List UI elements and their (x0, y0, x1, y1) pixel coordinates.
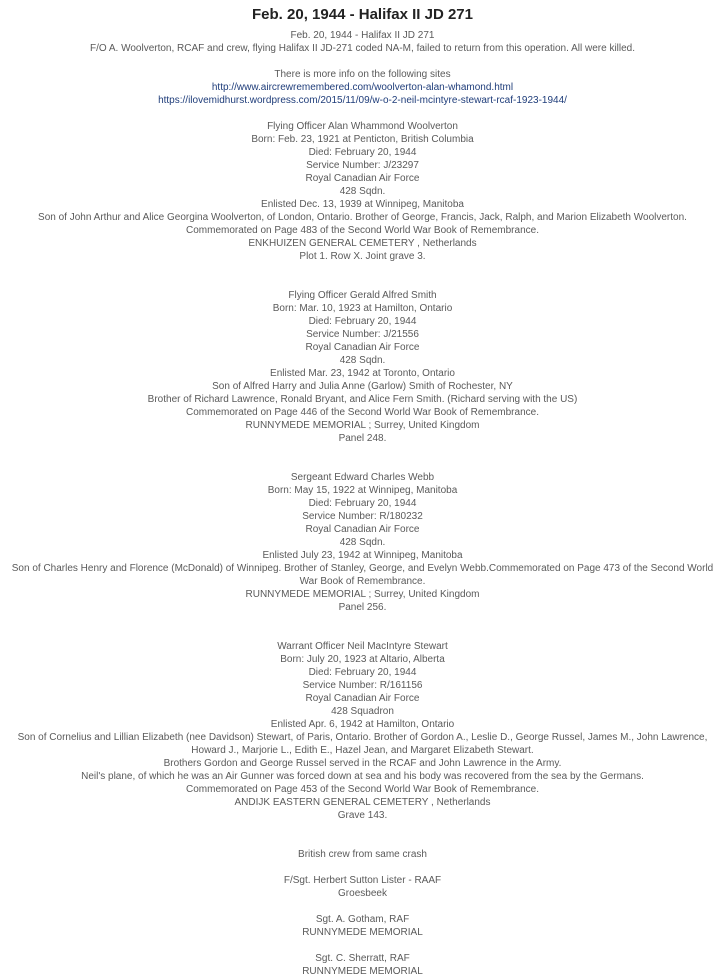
airman-detail-line: Neil's plane, of which he was an Air Gunner was forced down at sea and his body was recovered from the sea by the Germans. (81, 771, 644, 782)
airman-detail-line: Panel 248. (338, 433, 387, 444)
airman-detail-line: 428 Sqdn. (339, 355, 386, 366)
airman-detail-line: Died: February 20, 1944 (308, 667, 417, 678)
airman-detail-line: Born: July 20, 1923 at Altario, Alberta (280, 654, 445, 665)
airman-detail-line: Brother of Richard Lawrence, Ronald Bryant, and Alice Fern Smith. (Richard serving with the US) (147, 394, 578, 405)
british-crew-member (4, 952, 721, 978)
airman-detail-line: Son of Cornelius and Lillian Elizabeth (nee Davidson) Stewart, of Paris, Ontario. Brother of Gordon A., Leslie D., George Russel, James M., John Lawrence, Howard J., Marjorie L., Edith E., Hazel Jean, and Margaret Elizabeth Stewart. (17, 732, 708, 756)
airman-detail-line: Born: Mar. 10, 1923 at Hamilton, Ontario (272, 303, 453, 314)
links-heading: There is more info on the following sites (274, 69, 451, 80)
page-title: Feb. 20, 1944 - Halifax II JD 271 (252, 6, 473, 23)
crew-member-name: F/Sgt. Herbert Sutton Lister - RAAF (283, 875, 442, 886)
british-crew-member (4, 874, 721, 900)
aircrew-remembered-link[interactable]: http://www.aircrewremembered.com/woolverton-alan-whamond.html (211, 82, 514, 93)
crew-member-place: Groesbeek (338, 888, 387, 899)
airman-detail-line: 428 Sqdn. (339, 186, 386, 197)
airman-detail-line: Died: February 20, 1944 (308, 316, 417, 327)
intro-subtitle: Feb. 20, 1944 - Halifax II JD 271 (290, 30, 435, 41)
crew-member-place: RUNNYMEDE MEMORIAL (302, 966, 423, 977)
airman-detail-line: Royal Canadian Air Force (305, 173, 420, 184)
airman-detail-line: Commemorated on Page 446 of the Second World War Book of Remembrance. (186, 407, 539, 418)
crew-member-name: Sgt. A. Gotham, RAF (315, 914, 410, 925)
airman-detail-line: 428 Squadron (331, 706, 394, 717)
airman-detail-line: Enlisted Dec. 13, 1939 at Winnipeg, Manitoba (261, 199, 464, 210)
airman-detail-line: Grave 143. (337, 810, 388, 821)
airman-detail-line: Service Number: R/161156 (302, 680, 423, 691)
airman-detail-line: Royal Canadian Air Force (305, 342, 420, 353)
ilovemidhurst-link[interactable]: https://ilovemidhurst.wordpress.com/2015/11/09/w-o-2-neil-mcintyre-stewart-rcaf-1923-1944/ (158, 95, 567, 106)
british-crew-heading: British crew from same crash (298, 849, 427, 860)
airman-detail-line: Son of Charles Henry and Florence (McDonald) of Winnipeg. Brother of Stanley, George, and Evelyn Webb.Commemorated on Page 473 of the Second World War Book of Remembrance. (11, 563, 714, 587)
airman-detail-line: Royal Canadian Air Force (305, 524, 420, 535)
airman-detail-line: Brothers Gordon and George Russel served in the RCAF and John Lawrence in the Army. (163, 758, 562, 769)
airman-detail-line: Son of John Arthur and Alice Georgina Woolverton, of London, Ontario. Brother of George, Francis, Jack, Ralph, and Marion Elizabeth Woolverton. (38, 212, 687, 223)
airman-detail-line: Commemorated on Page 453 of the Second World War Book of Remembrance. (186, 784, 539, 795)
airman-detail-line: ENKHUIZEN GENERAL CEMETERY , Netherlands (248, 238, 477, 249)
airman-detail-line: Died: February 20, 1944 (308, 147, 417, 158)
crew-member-place: RUNNYMEDE MEMORIAL (302, 927, 423, 938)
airman-name: Flying Officer Alan Whammond Woolverton (267, 121, 458, 132)
crew-member-name: Sgt. C. Sherratt, RAF (315, 953, 410, 964)
airman-smith (4, 289, 721, 445)
airman-detail-line: Service Number: R/180232 (302, 511, 423, 522)
airman-name: Sergeant Edward Charles Webb (290, 472, 435, 483)
airman-detail-line: Panel 256. (338, 602, 387, 613)
airman-detail-line: Enlisted Mar. 23, 1942 at Toronto, Ontario (270, 368, 455, 379)
airman-detail-line: Died: February 20, 1944 (308, 498, 417, 509)
airman-detail-line: RUNNYMEDE MEMORIAL ; Surrey, United Kingdom (245, 420, 480, 431)
airman-webb (4, 471, 721, 614)
airman-detail-line: Born: May 15, 1922 at Winnipeg, Manitoba (267, 485, 458, 496)
airman-detail-line: Royal Canadian Air Force (305, 693, 420, 704)
airman-detail-line: Service Number: J/23297 (306, 160, 419, 171)
intro-summary: F/O A. Woolverton, RCAF and crew, flying Halifax II JD-271 coded NA-M, failed to return from this operation. All were killed. (89, 43, 636, 54)
airman-detail-line: RUNNYMEDE MEMORIAL ; Surrey, United Kingdom (245, 589, 480, 600)
airman-detail-line: Enlisted Apr. 6, 1942 at Hamilton, Ontario (270, 719, 455, 730)
airman-detail-line: Service Number: J/21556 (306, 329, 419, 340)
airman-detail-line: 428 Sqdn. (339, 537, 386, 548)
airman-name: Warrant Officer Neil MacIntyre Stewart (277, 641, 448, 652)
airman-detail-line: Son of Alfred Harry and Julia Anne (Garlow) Smith of Rochester, NY (212, 381, 513, 392)
airman-name: Flying Officer Gerald Alfred Smith (288, 290, 437, 301)
airman-detail-line: Born: Feb. 23, 1921 at Penticton, British Columbia (251, 134, 474, 145)
airman-stewart (4, 640, 721, 822)
airman-detail-line: ANDIJK EASTERN GENERAL CEMETERY , Netherlands (234, 797, 491, 808)
airman-detail-line: Enlisted July 23, 1942 at Winnipeg, Manitoba (262, 550, 463, 561)
british-crew-member (4, 913, 721, 939)
airman-detail-line: Plot 1. Row X. Joint grave 3. (299, 251, 426, 262)
airman-detail-line: Commemorated on Page 483 of the Second World War Book of Remembrance. (186, 225, 539, 236)
airman-woolverton (4, 120, 721, 263)
